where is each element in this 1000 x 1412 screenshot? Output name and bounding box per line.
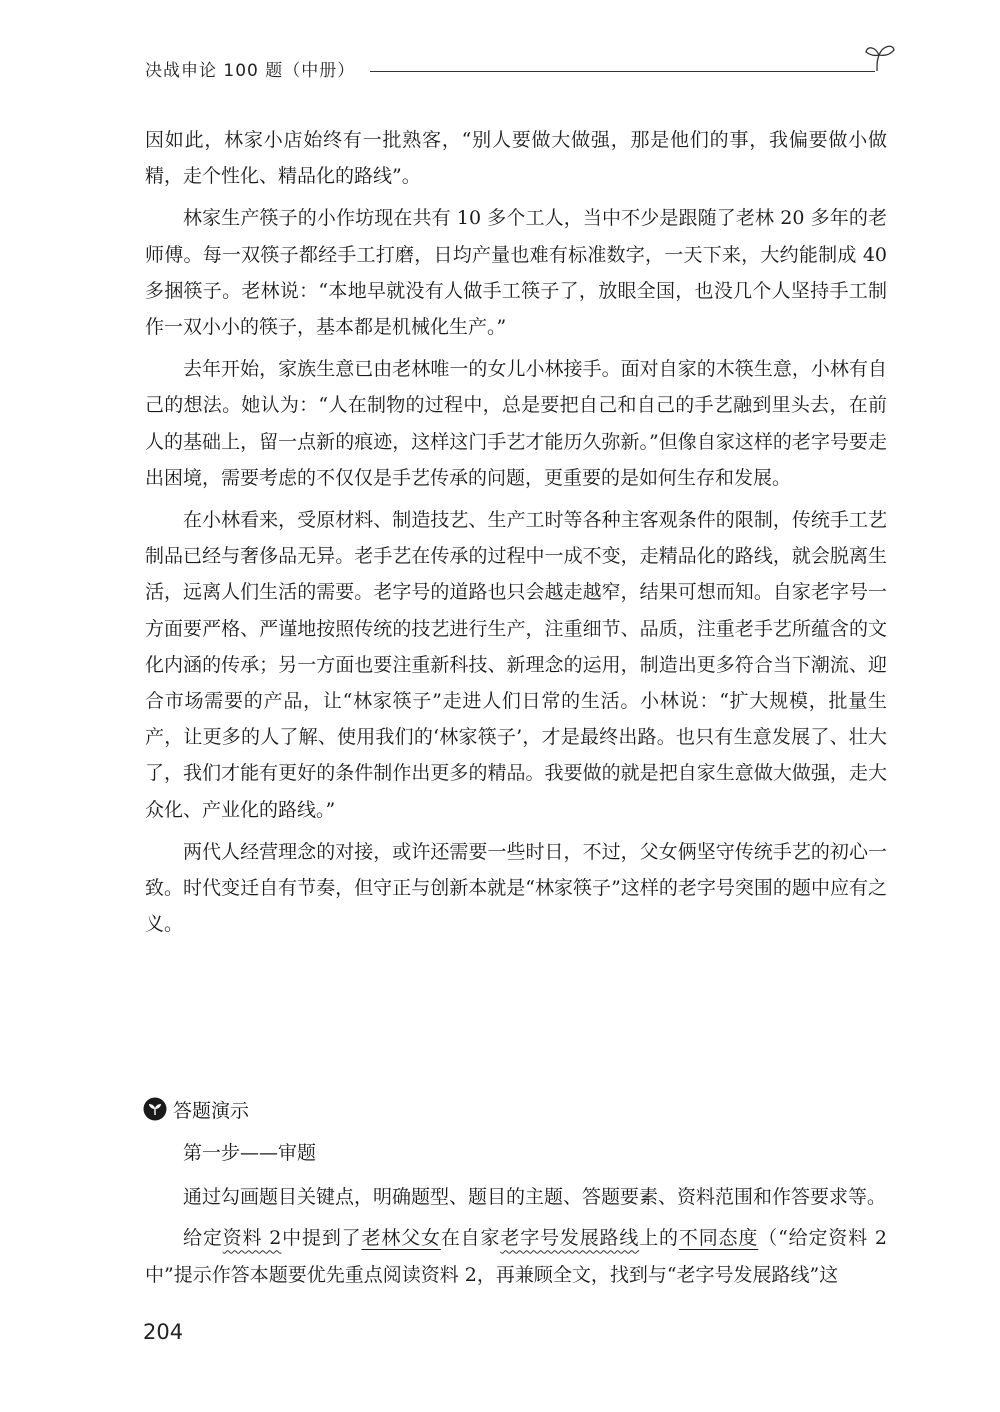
paragraph: 因如此，林家小店始终有一批熟客，“别人要做大做强，那是他们的事，我偏要做小做精，走个性化、精品化的路线”。 bbox=[145, 129, 887, 188]
underlined-text: 老林父女 bbox=[361, 1227, 441, 1250]
book-title: 决战申论 100 题（中册） bbox=[145, 61, 356, 81]
running-header bbox=[145, 58, 895, 98]
text-run: （“给定资料 2 中”提示作答本题要优先重点阅读资料 2，再兼顾全文，找到与“老字号发展路线”这 bbox=[145, 1227, 887, 1286]
paragraph: 在小林看来，受原材料、制造技艺、生产工时等各种主客观条件的限制，传统手工艺制品已经与奢侈品无异。老手艺在传承的过程中一成不变，走精品化的路线，就会脱离生活，远离人们生活的需要。老字号的道路也只会越走越窄，结果可想而知。自家老字号一方面要严格、严谨地按照传统的技艺进行生产，注重细节、品质，注重老手艺所蕴含的文化内涵的传承；另一方面也要注重新科技、新理念的运用，制造出更多符合当下潮流、迎合市场需要的产品，让“林家筷子”走进人们日常的生活。小林说：“扩大规模，批量生产，让更多的人了解、使用我们的‘林家筷子’，才是最终出路。也只有生意发展了、壮大了，我们才能有更好的条件制作出更多的精品。我要做的就是把自家生意做大做强，走大众化、产业化的路线。” bbox=[145, 509, 887, 821]
wavy-underlined-text: 老字号发展路线 bbox=[500, 1227, 640, 1250]
text-run: 上的 bbox=[639, 1227, 679, 1250]
wavy-underlined-text: 资料 2 bbox=[222, 1227, 282, 1250]
paragraph: 两代人经营理念的对接，或许还需要一些时日，不过，父女俩坚守传统手艺的初心一致。时代变迁自有节奏，但守正与创新本就是“林家筷子”这样的老字号突围的题中应有之义。 bbox=[145, 840, 887, 936]
step-title: 第一步——审题 bbox=[183, 1142, 317, 1164]
page-number: 204 bbox=[143, 1320, 184, 1344]
text-run: 在自家 bbox=[440, 1227, 501, 1250]
paragraph: 去年开始，家族生意已由老林唯一的女儿小林接手。面对自家的木筷生意，小林有自己的想法。她认为：“人在制物的过程中，总是要把自己和自己的手艺融到里头去，在前人的基础上，留一点新的痕迹，这样这门手艺才能历久弥新。”但像自家这样的老字号要走出困境，需要考虑的不仅仅是手艺传承的问题，更重要的是如何生存和发展。 bbox=[145, 358, 887, 489]
paragraph: 林家生产筷子的小作坊现在共有 10 多个工人，当中不少是跟随了老林 20 多年的老师傅。每一双筷子都经手工打磨，日均产量也难有标准数字，一天下来，大约能制成 40 多捆筷子。老林说：“本地早就没有人做手工筷子了，放眼全国，也没几个人坚持手工制作一双小小的筷子，基本都是机械化生产。” bbox=[145, 207, 887, 339]
article-body bbox=[145, 122, 887, 948]
text-run: 中提到了 bbox=[281, 1227, 362, 1250]
paragraph: 通过勾画题目关键点，明确题型、题目的主题、答题要素、资料范围和作答要求等。 bbox=[183, 1186, 887, 1209]
paragraph bbox=[145, 1220, 887, 1292]
section-title: 答题演示 bbox=[173, 1099, 250, 1122]
text-run: 给定 bbox=[183, 1227, 223, 1250]
section-heading bbox=[143, 1095, 249, 1123]
sprout-icon bbox=[863, 40, 897, 74]
answer-demo-body bbox=[145, 1135, 887, 1298]
header-rule bbox=[370, 71, 875, 72]
leaf-badge-icon bbox=[143, 1097, 167, 1121]
underlined-text: 不同态度 bbox=[678, 1227, 759, 1250]
